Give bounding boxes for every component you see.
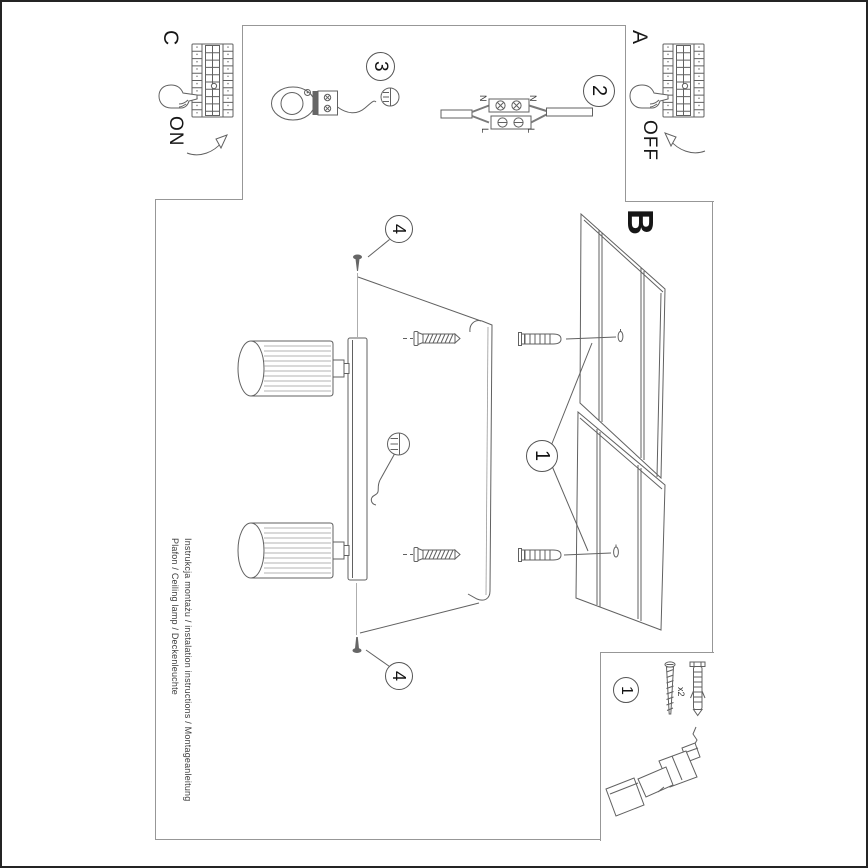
wire-icon: [338, 101, 377, 113]
ceiling-diagram: [551, 214, 665, 630]
step-4-callout-top: [385, 215, 413, 243]
rotate-arrow-icon-off: [665, 133, 705, 153]
step-1-number: 1: [531, 450, 553, 462]
canopy-icon: [272, 87, 377, 120]
step-3-callout: [366, 52, 395, 81]
wire-label-neutral-right: N: [528, 95, 538, 102]
wall-plug-icon-bottom: [519, 549, 562, 562]
footer-product-line: Plafon / Ceiling lamp / Deckenleuchte: [170, 538, 180, 695]
step-4-number: 4: [389, 223, 409, 234]
drill-icon: [606, 727, 700, 816]
mounting-screw-bottom: [353, 583, 480, 667]
power-off-label: OFF: [639, 120, 660, 161]
step-2-callout: [583, 75, 615, 107]
parts-screw-icon: [665, 662, 675, 714]
section-a-label: A: [628, 30, 651, 45]
mounting-screw-top: [353, 240, 481, 338]
wire-connector-icon: [441, 99, 593, 129]
step-2-number: 2: [588, 85, 610, 97]
mounting-bracket-icon: [468, 321, 492, 601]
screwdriver-symbol-icon: [381, 88, 399, 106]
parts-callout: [613, 677, 639, 703]
wire-label-live-left: L: [480, 128, 490, 134]
step-1-callout: [526, 440, 558, 472]
power-on-label: ON: [165, 116, 186, 147]
breaker-panel-icon-on: [159, 44, 233, 117]
step-4-callout-bottom: [385, 662, 413, 690]
section-c-label: C: [159, 30, 182, 46]
parts-wall-plug-icon: [690, 662, 705, 716]
wall-plug-icon-top: [519, 333, 562, 346]
section-b-label: B: [620, 209, 661, 235]
wire-label-live-right: L: [526, 128, 536, 134]
screw-icon-bottom: [403, 548, 460, 562]
breaker-panel-icon-off: [630, 44, 704, 117]
screw-icon-top: [403, 332, 460, 346]
ground-symbol-icon: [371, 433, 409, 505]
lamp-shade-bottom: [238, 523, 349, 578]
lamp-diagram: [238, 338, 410, 580]
parts-callout-number: 1: [618, 685, 635, 695]
lamp-shade-top: [238, 341, 349, 396]
rotate-arrow-icon-on: [187, 135, 227, 155]
step-4-number: 4: [389, 670, 409, 681]
step-3-number: 3: [370, 61, 391, 72]
wire-label-neutral-left: N: [478, 95, 488, 102]
pointing-hand-icon: [630, 85, 668, 108]
footer-title-line: Instrukcja montażu / instalation instructions / Montageanleitung: [183, 538, 193, 802]
quantity-label: x2: [676, 687, 686, 697]
pointing-hand-icon: [159, 85, 197, 108]
